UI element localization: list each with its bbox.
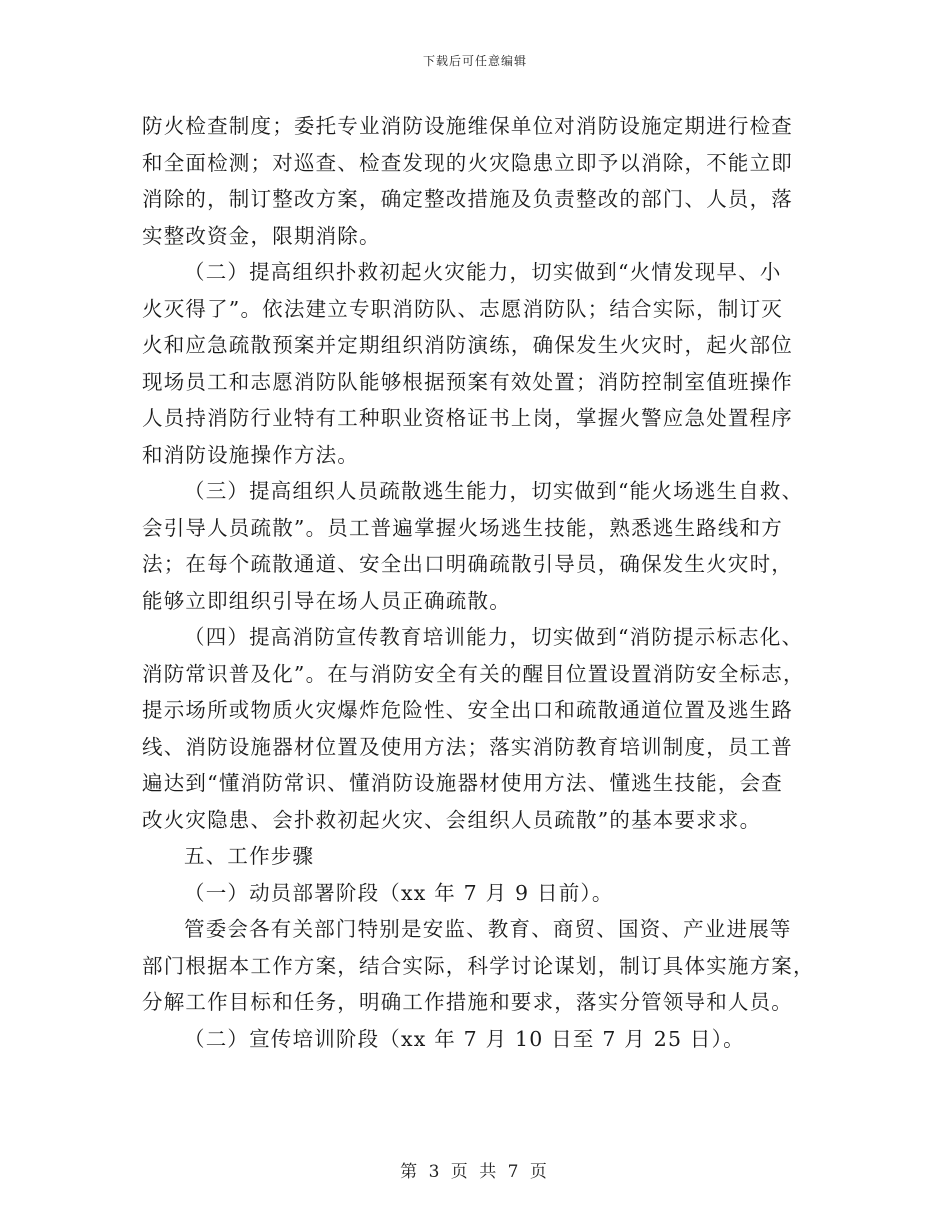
text-line: 分解工作目标和任务，明确工作措施和要求，落实分管领导和人员。 [142, 990, 793, 1014]
page-footer: 第 3 页 共 7 页 [400, 1162, 550, 1182]
page-header: 下载后可任意编辑 [422, 54, 527, 68]
text-line: 管委会各有关部门特别是安监、教育、商贸、国资、产业进展等 [184, 917, 792, 941]
text-line: 提示场所或物质火灾爆炸危险性、安全出口和疏散通道位置及逃生路 [142, 698, 793, 722]
text-line: 消防常识普及化”。在与消防安全有关的醒目位置设置消防安全标志， [142, 661, 805, 686]
text-line: 改火灾隐患、会扑救初起火灾、会组织人员疏散”的基本要求求。 [142, 807, 762, 832]
text-line: 法；在每个疏散通道、安全出口明确疏散引导员，确保发生火灾时， [142, 552, 793, 576]
text-line: （三）提高组织人员疏散逃生能力，切实做到“能火场逃生自救、 [184, 479, 804, 503]
document-body [142, 108, 814, 1057]
text-line: 和全面检测；对巡查、检查发现的火灾隐患立即予以消除，不能立即 [142, 150, 793, 175]
text-line: 能够立即组织引导在场人员正确疏散。 [142, 588, 511, 613]
text-line: 部门根据本工作方案，结合实际，科学讨论谋划，制订具体实施方案， [142, 953, 815, 978]
text-line: 消除的，制订整改方案，确定整改措施及负责整改的部门、人员，落 [142, 187, 793, 211]
text-line: 防火检查制度；委托专业消防设施维保单位对消防设施定期进行检查 [142, 114, 793, 138]
text-line: 火灭得了”。依法建立专职消防队、志愿消防队；结合实际，制订灭 [142, 296, 783, 321]
text-line: （四）提高消防宣传教育培训能力，切实做到“消防提示标志化、 [184, 625, 804, 649]
text-line: （二）宣传培训阶段（xx 年 7 月 10 日至 7 月 25 日）。 [184, 1026, 745, 1051]
text-line: 现场员工和志愿消防队能够根据预案有效处置；消防控制室值班操作 [142, 369, 793, 394]
text-line: （二）提高组织扑救初起火灾能力，切实做到“火情发现早、小 [184, 260, 782, 284]
text-line: 火和应急疏散预案并定期组织消防演练，确保发生火灾时，起火部位 [142, 333, 793, 357]
text-line: 遍达到“懂消防常识、懂消防设施器材使用方法、懂逃生技能，会查 [142, 771, 783, 795]
text-line: 线、消防设施器材位置及使用方法；落实消防教育培训制度，员工普 [142, 734, 793, 759]
text-line: 五、工作步骤 [184, 844, 315, 868]
text-line: 人员持消防行业特有工种职业资格证书上岗，掌握火警应急处置程序 [142, 406, 793, 430]
text-line: 会引导人员疏散”。员工普遍掌握火场逃生技能，熟悉逃生路线和方 [142, 515, 783, 540]
text-line: （一）动员部署阶段（xx 年 7 月 9 日前）。 [184, 880, 614, 905]
text-line: 和消防设施操作方法。 [142, 442, 359, 467]
text-line: 实整改资金，限期消除。 [142, 223, 381, 248]
